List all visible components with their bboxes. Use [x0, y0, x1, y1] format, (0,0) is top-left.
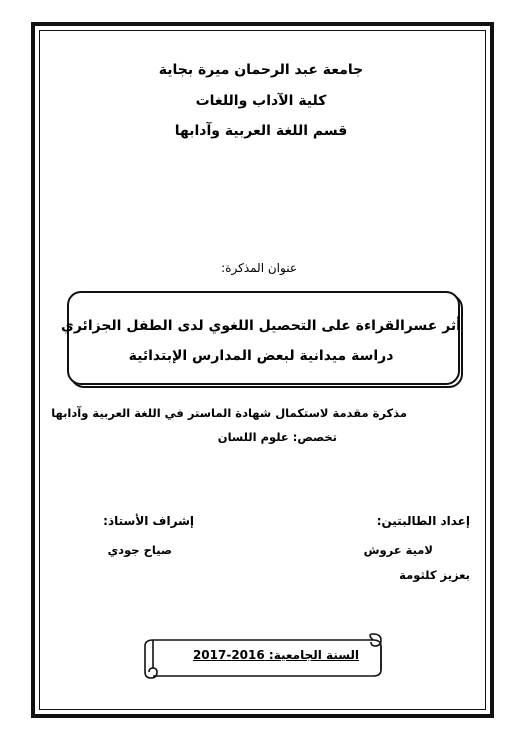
- student-name-1: لامية عروش: [363, 543, 433, 557]
- prepared-by-label: إعداد الطالبتين:: [376, 514, 470, 528]
- memo-title-line1: أثر عسرالقراءة على التحصيل اللغوي لدى الطفل الجزائري: [61, 318, 461, 334]
- supervisor-name: صياح جودي: [107, 543, 172, 557]
- university-name: جامعة عبد الرحمان ميرة بجاية: [158, 62, 364, 78]
- supervisor-label: إشراف الأستاذ:: [103, 514, 194, 528]
- student-name-2: بعزيز كلثومة: [399, 568, 470, 582]
- academic-year: السنة الجامعية: 2016-2017: [192, 648, 360, 662]
- memo-title-label: عنوان المذكرة:: [221, 261, 297, 275]
- memo-title-line2: دراسة ميدانية لبعض المدارس الإبتدائية: [128, 348, 394, 364]
- submission-statement: مذكرة مقدمة لاستكمال شهادة الماستر في اللغة العربية وآدابها: [51, 406, 407, 420]
- faculty-name: كلية الآداب واللغات: [195, 93, 327, 109]
- specialty: تخصص: علوم اللسان: [217, 430, 337, 444]
- title-box: [67, 291, 460, 385]
- department-name: قسم اللغة العربية وآدابها: [174, 123, 348, 139]
